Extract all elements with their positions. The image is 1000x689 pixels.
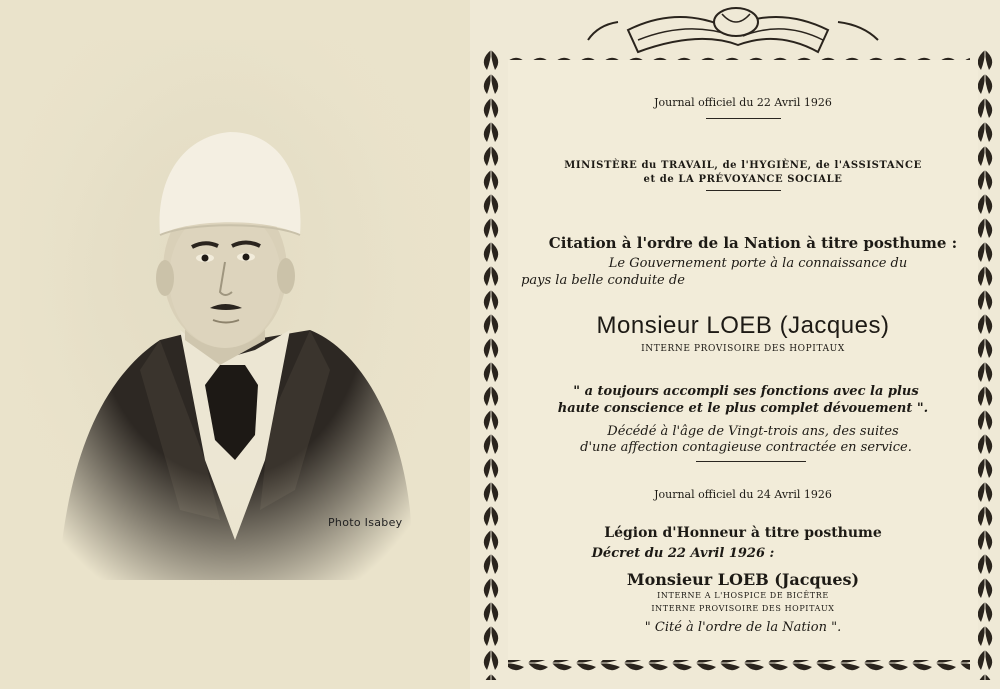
portrait-panel [0, 0, 470, 689]
honoree-name: Monsieur LOEB (Jacques) [596, 312, 890, 339]
legion-decree: Décret du 22 Avril 1926 : [591, 546, 775, 561]
certificate-content [508, 60, 978, 660]
divider [706, 190, 781, 191]
legion-citation: " Cité à l'ordre de la Nation ". [644, 620, 842, 635]
photo-caption: Photo Isabey [328, 516, 403, 529]
legion-honoree-name: Monsieur LOEB (Jacques) [626, 570, 860, 589]
legion-role-2: INTERNE PROVISOIRE DES HOPITAUX [651, 604, 835, 613]
quote-line-1: " a toujours accompli ses fonctions avec la plus [573, 384, 919, 399]
citation-intro-2: pays la belle conduite de [521, 273, 685, 288]
legion-role-1: INTERNE A L'HOSPICE DE BICÊTRE [657, 591, 829, 600]
journal-header-1: Journal officiel du 22 Avril 1926 [654, 96, 832, 109]
ministry-line-2: et de LA PRÉVOYANCE SOCIALE [643, 174, 843, 185]
ministry-line-1: MINISTÈRE du TRAVAIL, de l'HYGIÈNE, de l'ASSISTANCE [564, 160, 922, 171]
honoree-role: INTERNE PROVISOIRE DES HOPITAUX [641, 344, 845, 354]
quote-line-2: haute conscience et le plus complet dévouement ". [557, 401, 929, 416]
citation-title: Citation à l'ordre de la Nation à titre posthume : [548, 234, 958, 252]
death-line-2: d'une affection contagieuse contractée en service. [580, 440, 912, 455]
citation-intro-1: Le Gouvernement porte à la connaissance du [608, 256, 908, 271]
legion-title: Légion d'Honneur à titre posthume [604, 525, 882, 541]
death-line-1: Décédé à l'âge de Vingt-trois ans, des suites [607, 424, 899, 439]
certificate-panel [478, 0, 1000, 689]
divider [706, 118, 781, 119]
journal-header-2: Journal officiel du 24 Avril 1926 [654, 488, 832, 501]
divider [696, 461, 806, 462]
